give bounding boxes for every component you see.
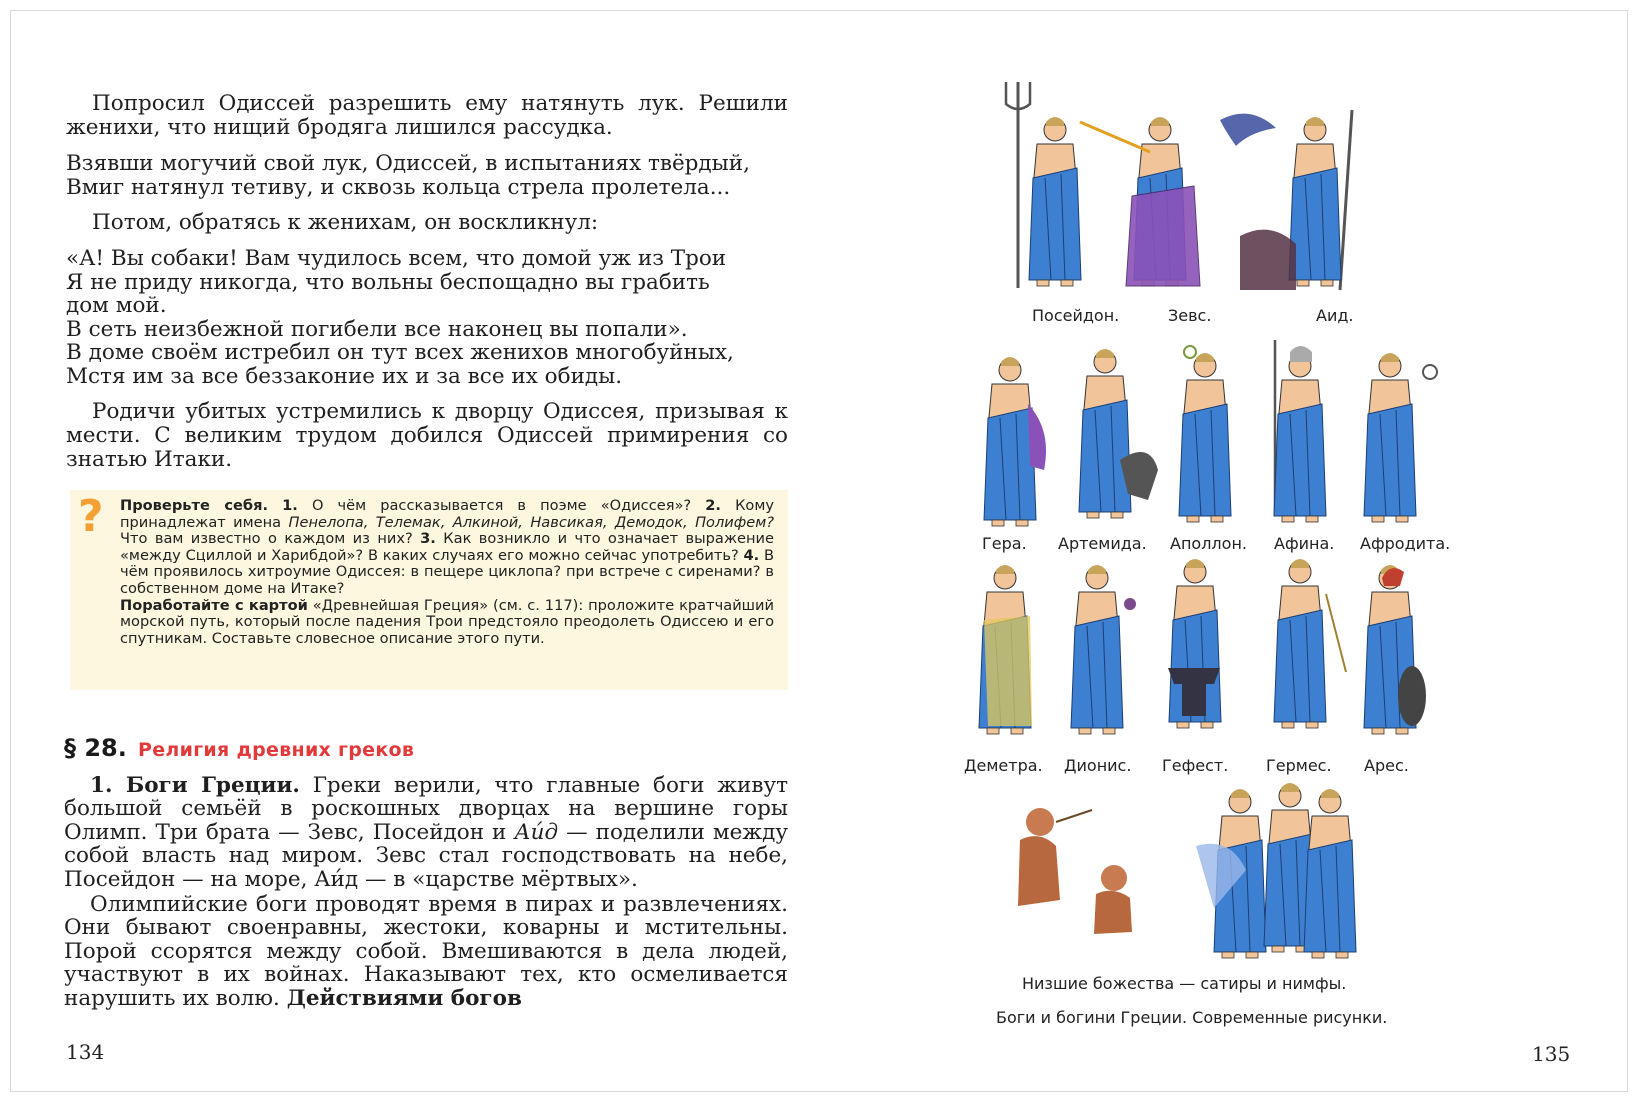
- verse-line: Мстя им за все беззаконие их и за все их обиды.: [66, 363, 623, 389]
- section-heading: [64, 734, 786, 762]
- caption-hera: Гера.: [982, 534, 1027, 553]
- questions-text: [120, 498, 774, 598]
- verse-2: [66, 247, 788, 388]
- question-3: Как возникло и что означает выражение «между Сциллой и Харибдой»? В каких случаях его можно сейчас употребить?: [120, 530, 775, 564]
- text-run: Олимпийские боги проводят время в пирах и развлечениях. Они бывают своенравны, жестоки, коварны и мстительны. Порой ссорятся между собой. Вмешиваются в дела людей, участвуют в их войнах. Наказывают тех, кто осмеливается нарушить их волю.: [64, 892, 788, 1011]
- section-body: [64, 774, 788, 1012]
- caption-aphrodite: Афродита.: [1360, 534, 1451, 553]
- map-label: Поработайте с картой: [120, 596, 308, 614]
- question-2-names: Пенелопа, Телемак, Алкиной, Навсикая, Демодок, Полифем?: [288, 513, 775, 531]
- verse-line: Я не приду никогда, что вольны беспощадно вы грабить: [66, 269, 710, 295]
- caption-athena: Афина.: [1274, 534, 1335, 553]
- caption-ares: Арес.: [1364, 756, 1409, 775]
- verse-1: [66, 152, 788, 199]
- check-label: Проверьте себя.: [120, 497, 269, 514]
- section-paragraph-1: [64, 774, 788, 891]
- verse-line: В сеть неизбежной погибели все наконец вы попали».: [66, 316, 688, 342]
- figure-caption: Боги и богини Греции. Современные рисунки.: [996, 1008, 1388, 1027]
- subsection-label: 1. Боги Греции.: [90, 773, 300, 798]
- verse-line: Вмиг натянул тетиву, и сквозь кольца стрела пролетела...: [66, 174, 731, 200]
- section-paragraph-2: [64, 893, 788, 1010]
- paragraph-3: Родичи убитых устремились к дворцу Одиссея, призывая к мести. С великим трудом добился Одиссей примирения со знатью Итаки.: [66, 399, 788, 472]
- caption-dionysus: Дионис.: [1064, 756, 1132, 775]
- map-task: [120, 598, 774, 648]
- question-2-end: Что вам известно о каждом из них?: [120, 530, 413, 548]
- page-number-right: 135: [1532, 1042, 1571, 1066]
- caption-hermes: Гермес.: [1266, 756, 1332, 775]
- text-run-italic: Аи́д: [514, 819, 559, 845]
- q-number: 2.: [705, 497, 721, 514]
- page-number-left: 134: [66, 1040, 105, 1064]
- section-title: Религия древних греков: [137, 739, 415, 761]
- section-number: § 28.: [64, 734, 127, 762]
- question-1: О чём рассказывается в поэме «Одиссея»?: [311, 497, 692, 514]
- verse-line: В доме своём истребил он тут всех женихов многобуйных,: [66, 340, 734, 365]
- verse-line: Взявши могучий свой лук, Одиссей, в испытаниях твёрдый,: [66, 151, 750, 176]
- map-task-text: «Древнейшая Греция» (см. с. 117): проложите кратчайший морской путь, который после падения Трои предстояло преодолеть Одиссею и его спутникам. Составьте словесное описание этого пути.: [120, 596, 774, 647]
- q-number: 4.: [743, 546, 760, 564]
- verse-line: «А! Вы собаки! Вам чудилось всем, что домой уж из Трои: [66, 246, 727, 271]
- caption-artemis: Артемида.: [1058, 534, 1147, 553]
- question-mark-icon: ?: [78, 491, 104, 542]
- text-run-bold: Действиями богов: [286, 985, 522, 1011]
- caption-zeus: Зевс.: [1168, 306, 1212, 325]
- text-run: Греки верили, что главные боги живут большой семьёй в роскошных дворцах на вершине горы Олимп. Три брата — Зевс, Посейдон и: [64, 773, 788, 845]
- left-page: [66, 92, 788, 484]
- question-4: В чём проявилось хитроумие Одиссея: в пещере циклопа? при встрече с сиренами? в собственном доме на Итаке?: [120, 546, 775, 597]
- text-run: — поделили между собой власть над миром. Зевс стал господствовать на небе, Посейдон — на море, Аи́д — в «царстве мёртвых».: [64, 819, 788, 892]
- q-number: 3.: [420, 530, 436, 548]
- caption-poseidon: Посейдон.: [1032, 306, 1120, 325]
- lower-deities-caption: Низшие божества — сатиры и нимфы.: [1022, 974, 1347, 993]
- question-box: [70, 490, 788, 690]
- caption-apollo: Аполлон.: [1170, 534, 1247, 553]
- paragraph-2: Потом, обратясь к женихам, он воскликнул:: [92, 210, 599, 235]
- q-number: 1.: [282, 497, 298, 514]
- question-2-start: Кому принадлежат имена: [120, 497, 774, 531]
- caption-hades: Аид.: [1316, 306, 1354, 325]
- caption-demeter: Деметра.: [964, 756, 1043, 775]
- caption-hephaestus: Гефест.: [1162, 756, 1229, 775]
- paragraph-1: Попросил Одиссей разрешить ему натянуть лук. Решили женихи, что нищий бродяга лишился рассудка.: [66, 91, 788, 140]
- verse-line: дом мой.: [66, 293, 167, 318]
